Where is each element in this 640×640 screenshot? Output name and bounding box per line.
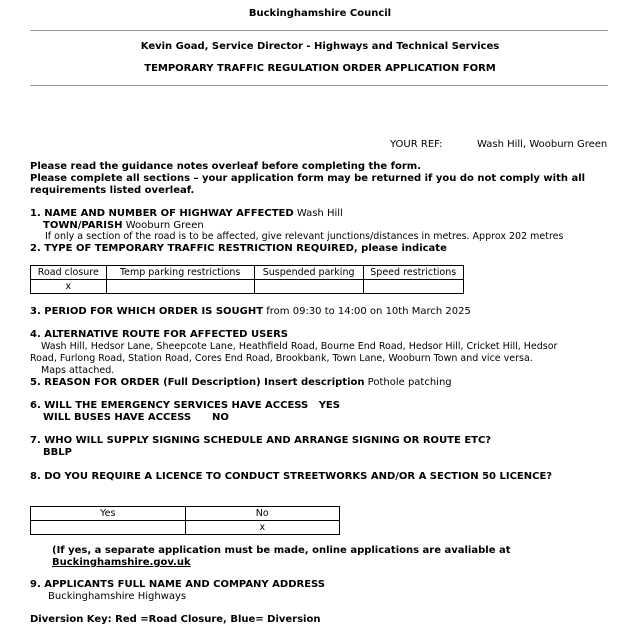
period-value: from 09:30 to 14:00 on 10th March 2025 [266, 306, 471, 317]
council-name: Buckinghamshire Council [248, 8, 392, 19]
mark-yes [31, 521, 186, 535]
mark-suspended-parking [254, 280, 363, 294]
col-road-closure: Road closure [31, 266, 107, 280]
town-parish-label: TOWN/PARISH [43, 220, 123, 231]
town-parish-value: Wooburn Green [125, 220, 204, 231]
signing-supplier: BBLP [43, 447, 72, 458]
emergency-access-answer: YES [318, 400, 340, 411]
section-2-heading: 2. TYPE OF TEMPORARY TRAFFIC RESTRICTION REQUIRED, please indicate [30, 243, 447, 254]
section-6-heading [30, 400, 340, 412]
col-temp-parking: Temp parking restrictions [106, 266, 254, 280]
reason-value: Pothole patching [367, 377, 452, 388]
route-line-1: Wash Hill, Hedsor Lane, Sheepcote Lane, Heathfield Road, Bourne End Road, Hedsor Hill, Cricket Hill, Hedsor [41, 341, 558, 352]
emergency-access-question: 6. WILL THE EMERGENCY SERVICES HAVE ACCESS [30, 400, 309, 411]
licence-note: (If yes, a separate application must be made, online applications are avaliable at [52, 545, 511, 556]
mark-speed-restrictions [363, 280, 464, 294]
diversion-key: Diversion Key: Red =Road Closure, Blue= Diversion [30, 614, 321, 625]
instruction-line-3: requirements listed overleaf. [30, 185, 195, 196]
council-website-link[interactable]: Buckinghamshire.gov.uk [52, 557, 191, 568]
licence-link-line [52, 557, 191, 569]
col-speed-restrictions: Speed restrictions [363, 266, 464, 280]
route-line-2: Road, Furlong Road, Station Road, Cores End Road, Brookbank, Town Lane, Wooburn Town and vice versa. [30, 353, 533, 364]
highway-name: Wash Hill [296, 208, 343, 219]
section-9-heading: 9. APPLICANTS FULL NAME AND COMPANY ADDRESS [30, 579, 325, 590]
header-divider [30, 30, 608, 31]
section-1-heading: 1. NAME AND NUMBER OF HIGHWAY AFFECTED [30, 208, 294, 219]
col-suspended-parking: Suspended parking [254, 266, 363, 280]
route-line-3: Maps attached. [41, 365, 115, 376]
ref-label: YOUR REF: [390, 139, 443, 150]
section-7-heading: 7. WHO WILL SUPPLY SIGNING SCHEDULE AND ARRANGE SIGNING OR ROUTE ETC? [30, 435, 492, 446]
licence-table [30, 506, 340, 535]
bus-access-question: WILL BUSES HAVE ACCESS [43, 412, 192, 423]
col-yes: Yes [31, 507, 186, 521]
bus-access-answer: NO [212, 412, 229, 423]
title-divider [30, 85, 608, 86]
instruction-line-2: Please complete all sections – your application form may be returned if you do not comply with all [30, 173, 586, 184]
section-5-heading: 5. REASON FOR ORDER (Full Description) Insert description [30, 377, 365, 388]
mark-temp-parking [106, 280, 254, 294]
section-1 [30, 208, 343, 220]
instruction-line-1: Please read the guidance notes overleaf before completing the form. [30, 161, 422, 172]
section-8-heading: 8. DO YOU REQUIRE A LICENCE TO CONDUCT STREETWORKS AND/OR A SECTION 50 LICENCE? [30, 471, 553, 482]
section-4-heading: 4. ALTERNATIVE ROUTE FOR AFFECTED USERS [30, 329, 289, 340]
bus-access-line [43, 412, 229, 424]
applicant-name: Buckinghamshire Highways [48, 591, 187, 602]
form-title: TEMPORARY TRAFFIC REGULATION ORDER APPLICATION FORM [144, 63, 496, 74]
mark-road-closure: x [31, 280, 107, 294]
ref-value: Wash Hill, Wooburn Green [477, 139, 608, 150]
restriction-type-table [30, 265, 464, 294]
section-5 [30, 377, 452, 389]
director-line: Kevin Goad, Service Director - Highways and Technical Services [140, 41, 500, 52]
section-3-heading: 3. PERIOD FOR WHICH ORDER IS SOUGHT [30, 306, 264, 317]
mark-no: x [185, 521, 340, 535]
section-3 [30, 306, 471, 318]
section-1-note: If only a section of the road is to be affected, give relevant junctions/distances in metres. Approx 202 metres [45, 231, 564, 242]
col-no: No [185, 507, 340, 521]
